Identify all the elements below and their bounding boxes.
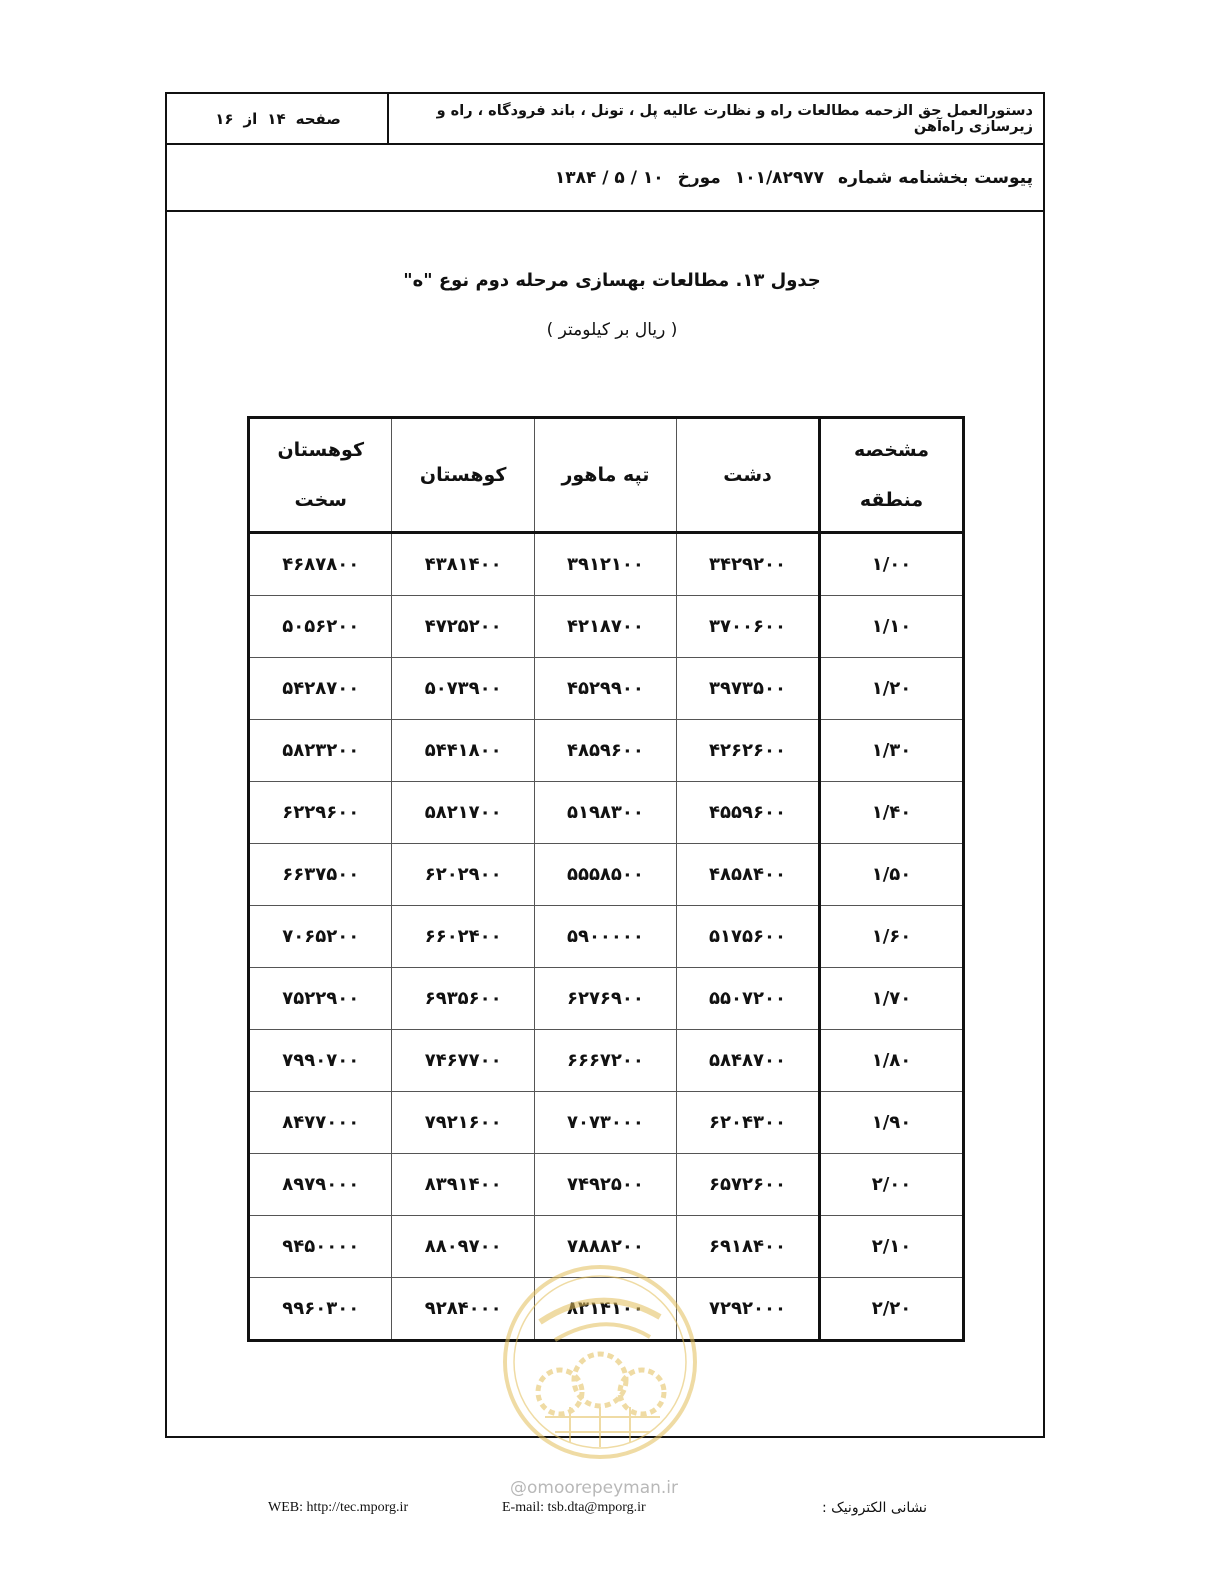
page-number: ۱۴ xyxy=(267,109,286,128)
cell-plain: ۳۴۲۹۲۰۰ xyxy=(676,533,819,596)
cell-spec: ۱/۷۰ xyxy=(820,968,964,1030)
cell-hilly: ۴۲۱۸۷۰۰ xyxy=(534,596,676,658)
header-hard-line1: کوهستان xyxy=(277,439,365,461)
cell-spec: ۱/۱۰ xyxy=(820,596,964,658)
cell-hilly: ۸۳۱۴۱۰۰ xyxy=(534,1278,676,1341)
cell-hilly: ۵۹۰۰۰۰۰ xyxy=(534,906,676,968)
cell-plain: ۵۵۰۷۲۰۰ xyxy=(676,968,819,1030)
cell-hard: ۸۹۷۹۰۰۰ xyxy=(249,1154,392,1216)
cell-hard: ۹۹۶۰۳۰۰ xyxy=(249,1278,392,1341)
cell-hard: ۷۹۹۰۷۰۰ xyxy=(249,1030,392,1092)
cell-mountain: ۸۳۹۱۴۰۰ xyxy=(392,1154,534,1216)
cell-hard: ۶۲۲۹۶۰۰ xyxy=(249,782,392,844)
header-hard-mountain xyxy=(249,418,392,533)
cell-spec: ۲/۲۰ xyxy=(820,1278,964,1341)
cell-hilly: ۵۵۵۸۵۰۰ xyxy=(534,844,676,906)
cell-spec: ۱/۰۰ xyxy=(820,533,964,596)
table-row xyxy=(249,1216,964,1278)
cell-spec: ۲/۱۰ xyxy=(820,1216,964,1278)
header-spec xyxy=(820,418,964,533)
table-title: جدول ۱۳. مطالعات بهسازی مرحله دوم نوع "ه" xyxy=(403,270,821,291)
cell-hard: ۷۰۶۵۲۰۰ xyxy=(249,906,392,968)
cell-hilly: ۳۹۱۲۱۰۰ xyxy=(534,533,676,596)
cell-hard: ۶۶۳۷۵۰۰ xyxy=(249,844,392,906)
footer-email: E-mail: tsb.dta@mporg.ir xyxy=(502,1500,646,1515)
circular-date: ۱۰ / ۵ / ۱۳۸۴ xyxy=(554,167,664,188)
table-row xyxy=(249,596,964,658)
cell-hilly: ۶۶۶۷۲۰۰ xyxy=(534,1030,676,1092)
cell-spec: ۱/۵۰ xyxy=(820,844,964,906)
table-row xyxy=(249,1092,964,1154)
cell-hilly: ۷۴۹۲۵۰۰ xyxy=(534,1154,676,1216)
table-body xyxy=(249,533,964,1341)
cell-hard: ۵۰۵۶۲۰۰ xyxy=(249,596,392,658)
cell-mountain: ۷۹۲۱۶۰۰ xyxy=(392,1092,534,1154)
table-row xyxy=(249,1154,964,1216)
table-row xyxy=(249,844,964,906)
cell-mountain: ۶۶۰۲۴۰۰ xyxy=(392,906,534,968)
page-indicator xyxy=(167,94,389,143)
cell-plain: ۶۵۷۲۶۰۰ xyxy=(676,1154,819,1216)
cell-mountain: ۴۷۲۵۲۰۰ xyxy=(392,596,534,658)
table-row xyxy=(249,782,964,844)
cell-mountain: ۹۲۸۴۰۰۰ xyxy=(392,1278,534,1341)
circular-number: ۱۰۱/۸۲۹۷۷ xyxy=(734,167,825,188)
document-title: دستورالعمل حق الزحمه مطالعات راه و نظارت عالیه پل ، تونل ، باند فرودگاه ، راه و زیرسازی راه‌آهن xyxy=(387,94,1043,143)
cell-plain: ۵۸۴۸۷۰۰ xyxy=(676,1030,819,1092)
rates-table xyxy=(247,416,965,1342)
cell-plain: ۳۷۰۰۶۰۰ xyxy=(676,596,819,658)
cell-hilly: ۵۱۹۸۳۰۰ xyxy=(534,782,676,844)
cell-hard: ۹۴۵۰۰۰۰ xyxy=(249,1216,392,1278)
cell-plain: ۴۲۶۲۶۰۰ xyxy=(676,720,819,782)
table-row xyxy=(249,906,964,968)
cell-plain: ۴۵۵۹۶۰۰ xyxy=(676,782,819,844)
cell-spec: ۱/۳۰ xyxy=(820,720,964,782)
cell-mountain: ۶۹۳۵۶۰۰ xyxy=(392,968,534,1030)
cell-plain: ۳۹۷۳۵۰۰ xyxy=(676,658,819,720)
cell-plain: ۵۱۷۵۶۰۰ xyxy=(676,906,819,968)
header-spec-line1: مشخصه xyxy=(853,439,930,461)
cell-hilly: ۴۸۵۹۶۰۰ xyxy=(534,720,676,782)
cell-mountain: ۴۳۸۱۴۰۰ xyxy=(392,533,534,596)
cell-hard: ۷۵۲۲۹۰۰ xyxy=(249,968,392,1030)
table-unit: ( ریال بر کیلومتر ) xyxy=(546,320,678,340)
cell-mountain: ۵۴۴۱۸۰۰ xyxy=(392,720,534,782)
cell-spec: ۱/۴۰ xyxy=(820,782,964,844)
table-row xyxy=(249,658,964,720)
cell-plain: ۶۲۰۴۳۰۰ xyxy=(676,1092,819,1154)
table-row xyxy=(249,968,964,1030)
cell-hilly: ۴۵۲۹۹۰۰ xyxy=(534,658,676,720)
of-word: از xyxy=(243,109,258,128)
cell-hard: ۵۴۲۸۷۰۰ xyxy=(249,658,392,720)
cell-hard: ۴۶۸۷۸۰۰ xyxy=(249,533,392,596)
cell-plain: ۷۲۹۲۰۰۰ xyxy=(676,1278,819,1341)
header-hilly: تپه ماهور xyxy=(534,418,676,533)
attachment-label: پیوست بخشنامه شماره xyxy=(838,167,1033,188)
header-spec-line2: منطقه xyxy=(859,489,924,511)
total-pages: ۱۶ xyxy=(215,109,234,128)
cell-spec: ۲/۰۰ xyxy=(820,1154,964,1216)
cell-mountain: ۶۲۰۲۹۰۰ xyxy=(392,844,534,906)
header-hard-line2: سخت xyxy=(294,489,347,511)
table-row xyxy=(249,1278,964,1341)
cell-hilly: ۶۲۷۶۹۰۰ xyxy=(534,968,676,1030)
header-plain: دشت xyxy=(676,418,819,533)
watermark-site: @omoorepeyman.ir xyxy=(510,1478,679,1498)
cell-mountain: ۸۸۰۹۷۰۰ xyxy=(392,1216,534,1278)
cell-hard: ۵۸۲۳۲۰۰ xyxy=(249,720,392,782)
header-row xyxy=(167,94,1043,145)
cell-spec: ۱/۶۰ xyxy=(820,906,964,968)
footer-web: WEB: http://tec.mporg.ir xyxy=(268,1500,409,1515)
footer-label: نشانی الکترونیک : xyxy=(822,1500,928,1516)
cell-spec: ۱/۹۰ xyxy=(820,1092,964,1154)
cell-mountain: ۷۴۶۷۷۰۰ xyxy=(392,1030,534,1092)
date-label: مورخ xyxy=(677,167,721,188)
cell-plain: ۶۹۱۸۴۰۰ xyxy=(676,1216,819,1278)
cell-mountain: ۵۰۷۳۹۰۰ xyxy=(392,658,534,720)
table-header-row xyxy=(249,418,964,533)
cell-mountain: ۵۸۲۱۷۰۰ xyxy=(392,782,534,844)
table-row xyxy=(249,533,964,596)
cell-spec: ۱/۲۰ xyxy=(820,658,964,720)
cell-plain: ۴۸۵۸۴۰۰ xyxy=(676,844,819,906)
attachment-row xyxy=(167,145,1043,212)
cell-hilly: ۷۸۸۸۲۰۰ xyxy=(534,1216,676,1278)
table-row xyxy=(249,1030,964,1092)
table-row xyxy=(249,720,964,782)
header-mountain: کوهستان xyxy=(392,418,534,533)
cell-hilly: ۷۰۷۳۰۰۰ xyxy=(534,1092,676,1154)
page-word: صفحه xyxy=(295,109,341,128)
cell-hard: ۸۴۷۷۰۰۰ xyxy=(249,1092,392,1154)
cell-spec: ۱/۸۰ xyxy=(820,1030,964,1092)
